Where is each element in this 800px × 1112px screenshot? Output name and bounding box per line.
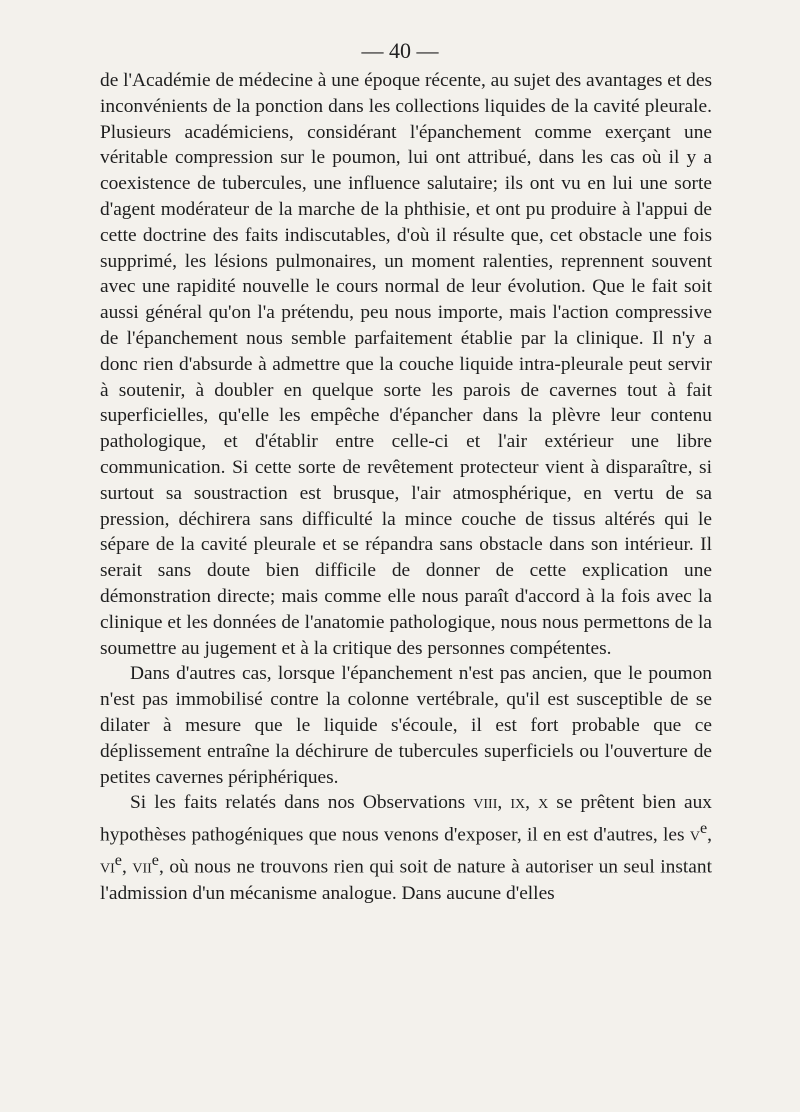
separator-2: , (121, 856, 133, 878)
paragraph-3-part-3: , où nous ne trouvons rien qui soit de nature à autoriser un seul instant l'admission d'un mécanisme analogue. Dans aucune d'elles (100, 856, 712, 904)
paragraph-3 (100, 790, 712, 906)
superscript-e-1: e (699, 820, 708, 838)
paragraph-3-part-2: se prêtent bien aux hypothèses pathogéniques que nous venons d'exposer, il en est d'autres, les (100, 792, 713, 846)
observation-vi: vi (100, 856, 115, 878)
paragraph-3-part-1: Si les faits relatés dans nos Observations (130, 792, 474, 814)
observation-numbers: viii, ix, x (473, 792, 549, 814)
body-text (100, 68, 712, 906)
paragraph-2: Dans d'autres cas, lorsque l'épanchement n'est pas ancien, que le poumon n'est pas immobilisé contre la colonne vertébrale, qu'il est susceptible de se dilater à mesure que le liquide s'écoule, il est fort probable que ce déplissement entraîne la déchirure de tubercules superficiels ou l'ouverture de petites cavernes périphériques. (100, 663, 712, 788)
superscript-e-3: e (151, 852, 159, 870)
page-number: — 40 — (361, 38, 439, 63)
observation-v: v (689, 824, 700, 846)
observation-vii: vii (132, 856, 152, 878)
superscript-e-2: e (114, 852, 122, 870)
separator-1: , (707, 824, 712, 846)
paragraph-1: de l'Académie de médecine à une époque récente, au sujet des avantages et des inconvénients de la ponction dans les collections liquides de la cavité pleurale. Plusieurs académiciens, considérant l'épanchement comme exerçant une véritable compression sur le poumon, lui ont attribué, dans les cas où il y a coexistence de tubercules, une influence salutaire; ils ont vu en lui une sorte d'agent modérateur de la marche de la phthisie, et ont pu produire à l'appui de cette doctrine des faits indiscutables, d'où il résulte que, cet obstacle une fois supprimé, les lésions pulmonaires, un moment ralenties, reprennent souvent avec une rapidité nouvelle le cours normal de leur évolution. Que le fait soit aussi général qu'on l'a prétendu, peu nous importe, mais l'action compressive de l'épanchement nous semble parfaitement établie par la clinique. Il n'y a donc rien d'absurde à admettre que la couche liquide intra-pleurale peut servir à soutenir, à doubler en quelque sorte les parois de cavernes tout à fait superficielles, qu'elle les empêche d'épancher dans la plèvre leur contenu pathologique, et d'établir entre celle-ci et l'air extérieur une libre communication. Si cette sorte de revêtement protecteur vient à disparaître, si surtout sa soustraction est brusque, l'air atmosphérique, en vertu de sa pression, déchirera sans difficulté la mince couche de tissus altérés qui le sépare de la cavité pleurale et se répandra sans obstacle dans son intérieur. Il serait sans doute bien difficile de donner de cette explication une démonstration directe; mais comme elle nous paraît d'accord à la fois avec la clinique et les données de l'anatomie pathologique, nous nous permettons de la soumettre au jugement et à la critique des personnes compétentes. (100, 70, 712, 659)
